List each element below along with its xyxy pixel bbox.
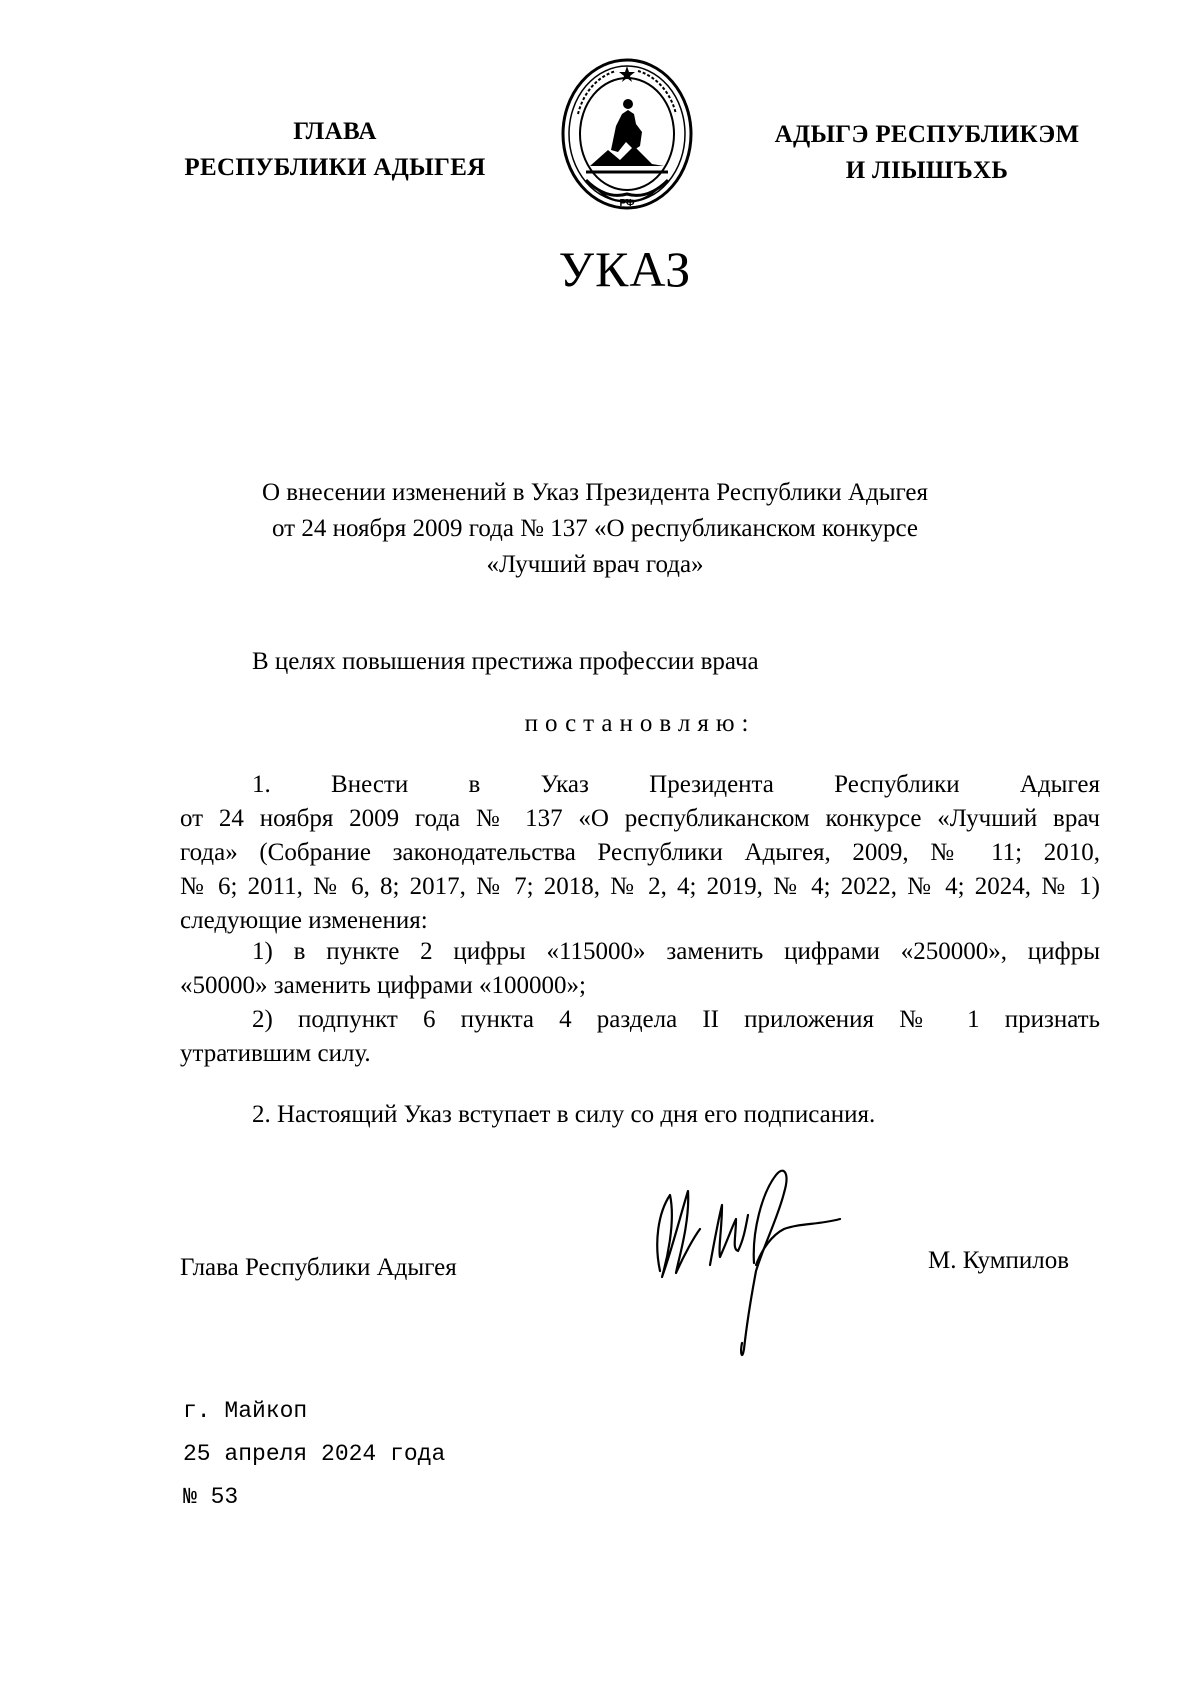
- subject-line-1: О внесении изменений в Указ Президента Республики Адыгея: [261, 479, 929, 506]
- issue-number: № 53: [183, 1484, 239, 1510]
- header-issuer-ru: [150, 114, 520, 186]
- header-left-line2: РЕСПУБЛИКИ АДЫГЕЯ: [184, 154, 486, 181]
- signatory-name: М. Кумпилов: [928, 1247, 1070, 1274]
- issue-details: [183, 1390, 445, 1519]
- paragraph-1-line-2: от 24 ноября 2009 года № 137 «О республиканском конкурсе «Лучший врач: [180, 805, 1100, 832]
- paragraph-2: [180, 1098, 1100, 1132]
- amendment-item-1: [180, 935, 1100, 1003]
- decree-word: постановляю:: [524, 710, 756, 737]
- header-right-line2: И ЛIЫШЪХЬ: [845, 157, 1009, 184]
- paragraph-1-line-5: следующие изменения:: [180, 907, 428, 934]
- item-2-line-2: утратившим силу.: [180, 1040, 371, 1067]
- item-1-line-2: «50000» заменить цифрами «100000»;: [180, 972, 586, 999]
- issue-place: г. Майкоп: [183, 1398, 308, 1424]
- subject-line-3: «Лучший врач года»: [486, 551, 704, 578]
- preamble: В целях повышения престижа профессии врача: [252, 648, 759, 675]
- coat-of-arms-emblem-icon: [556, 54, 698, 214]
- paragraph-1-line-4: № 6; 2011, № 6, 8; 2017, № 7; 2018, № 2, 4; 2019, № 4; 2022, № 4; 2024, № 1): [180, 873, 1100, 900]
- paragraph-1: [180, 768, 1100, 938]
- document-type-title: УКАЗ: [558, 241, 692, 297]
- svg-text:РФ: РФ: [619, 198, 635, 209]
- paragraph-1-line-3: года» (Собрание законодательства Республики Адыгея, 2009, № 11; 2010,: [180, 839, 1100, 866]
- amendment-item-2: [180, 1003, 1100, 1071]
- item-2-line-1: 2) подпункт 6 пункта 4 раздела II приложения № 1 признать: [252, 1006, 1100, 1033]
- item-1-line-1: 1) в пункте 2 цифры «115000» заменить цифрами «250000», цифры: [252, 938, 1100, 965]
- header-right-line1: АДЫГЭ РЕСПУБЛИКЭМ: [774, 121, 1080, 148]
- paragraph-2-line-1: 2. Настоящий Указ вступает в силу со дня его подписания.: [252, 1101, 876, 1128]
- header-left-line1: ГЛАВА: [293, 118, 377, 145]
- signatory-position: Глава Республики Адыгея: [180, 1254, 457, 1281]
- document-subject: [150, 475, 1040, 583]
- paragraph-1-line-1: 1. Внести в Указ Президента Республики Адыгея: [252, 771, 1100, 798]
- handwritten-signature: [644, 1153, 876, 1363]
- issue-date: 25 апреля 2024 года: [183, 1441, 446, 1467]
- subject-line-2: от 24 ноября 2009 года № 137 «О республиканском конкурсе: [271, 515, 919, 542]
- header-issuer-ady: [732, 117, 1122, 189]
